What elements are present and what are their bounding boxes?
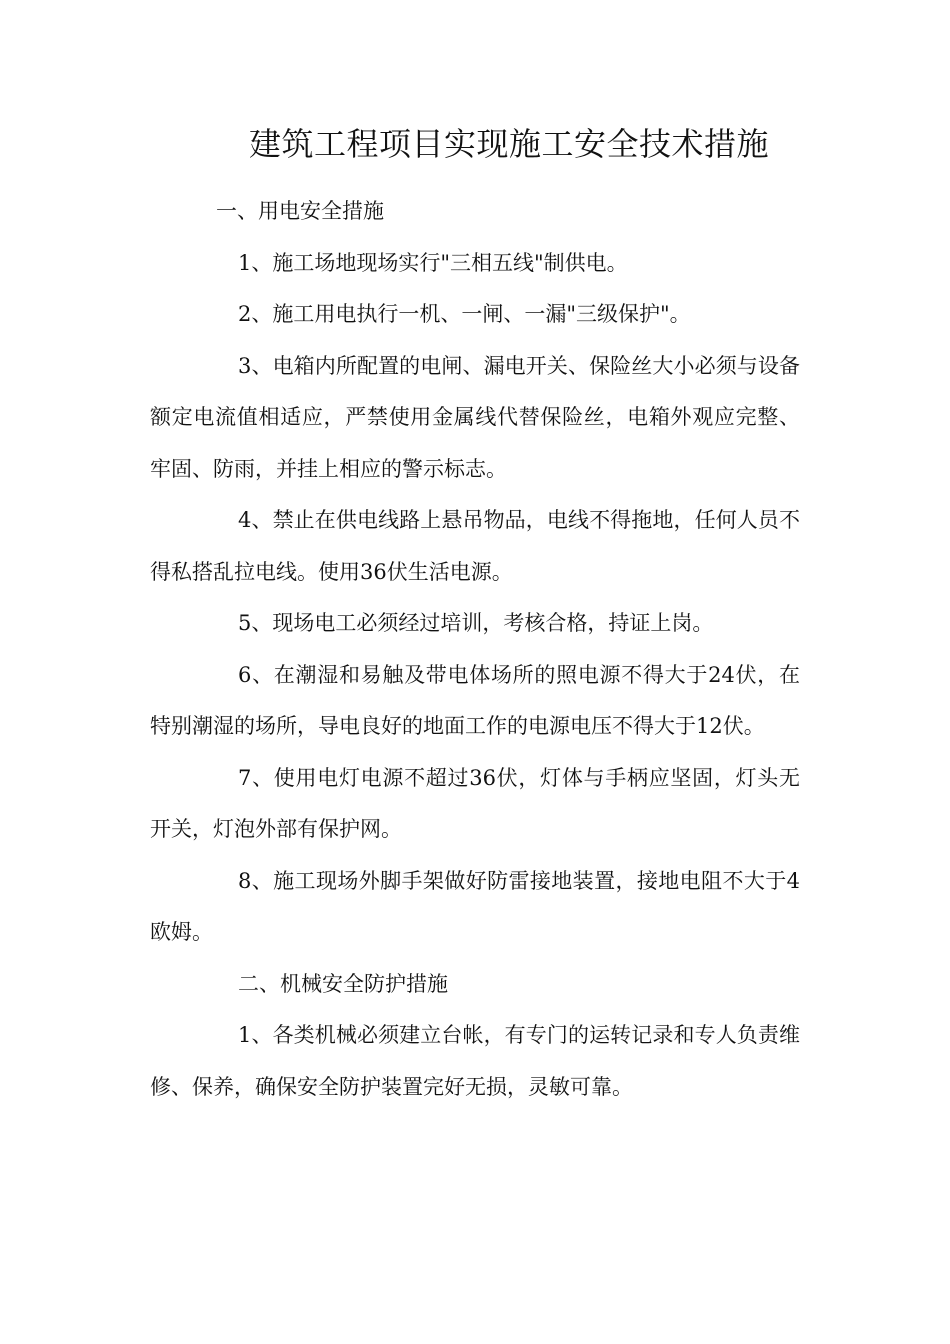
electrical-item-7: 7、使用电灯电源不超过36伏，灯体与手柄应坚固，灯头无开关，灯泡外部有保护网。	[150, 765, 800, 841]
document-title: 建筑工程项目实现施工安全技术措施	[248, 125, 769, 163]
electrical-item-4: 4、禁止在供电线路上悬吊物品，电线不得拖地，任何人员不得私搭乱拉电线。使用36伏生活电源。	[150, 508, 800, 584]
electrical-item-8: 8、施工现场外脚手架做好防雷接地装置，接地电阻不大于4欧姆。	[150, 868, 800, 944]
document-body	[150, 186, 800, 1113]
electrical-item-3: 3、电箱内所配置的电闸、漏电开关、保险丝大小必须与设备额定电流值相适应，严禁使用金属线代替保险丝，电箱外观应完整、牢固、防雨，并挂上相应的警示标志。	[150, 353, 800, 481]
section-heading-mechanical: 二、机械安全防护措施	[238, 971, 448, 996]
electrical-item-2: 2、施工用电执行一机、一闸、一漏"三级保护"。	[238, 302, 691, 326]
electrical-item-1: 1、施工场地现场实行"三相五线"制供电。	[238, 250, 628, 275]
electrical-item-5: 5、现场电工必须经过培训，考核合格，持证上岗。	[238, 611, 714, 635]
electrical-item-6: 6、在潮湿和易触及带电体场所的照电源不得大于24伏，在特别潮湿的场所，导电良好的地面工作的电源电压不得大于12伏。	[150, 662, 800, 738]
mechanical-item-1: 1、各类机械必须建立台帐，有专门的运转记录和专人负责维修、保养，确保安全防护装置完好无损，灵敏可靠。	[150, 1023, 800, 1099]
section-heading-electrical: 一、用电安全措施	[216, 199, 384, 223]
